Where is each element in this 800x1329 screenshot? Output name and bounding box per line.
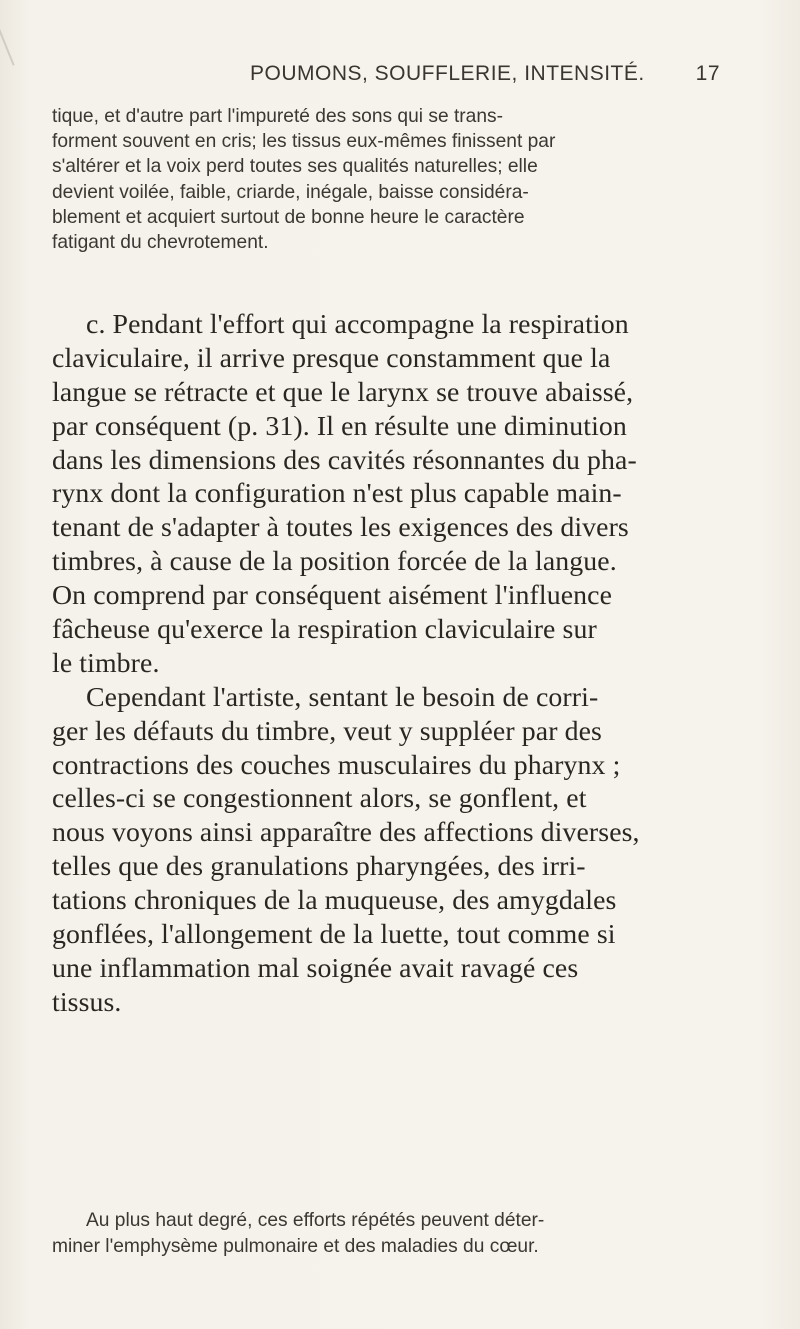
- text-line: fatigant du chevrotement.: [52, 231, 269, 253]
- text-line: une inflammation mal soignée avait ravagé ces: [52, 952, 579, 984]
- text-line: fâcheuse qu'exerce la respiration claviculaire sur: [52, 614, 597, 646]
- text-line: tissus.: [52, 986, 122, 1018]
- text-line: celles-ci se congestionnent alors, se gonflent, et: [52, 783, 587, 815]
- running-header: [250, 62, 720, 92]
- text-line: Cependant l'artiste, sentant le besoin de corri-: [86, 681, 599, 713]
- text-line: langue se rétracte et que le larynx se trouve abaissé,: [52, 376, 634, 408]
- text-line: On comprend par conséquent aisément l'influence: [52, 580, 613, 612]
- text-line: blement et acquiert surtout de bonne heure le caractère: [52, 206, 525, 228]
- text-line: ger les défauts du timbre, veut y suppléer par des: [52, 715, 602, 747]
- text-line: tations chroniques de la muqueuse, des amygdales: [52, 885, 617, 917]
- header-title: POUMONS, SOUFFLERIE, INTENSITÉ.: [250, 62, 645, 85]
- text-line: nous voyons ainsi apparaître des affections diverses,: [52, 817, 640, 849]
- text-line: telles que des granulations pharyngées, des irri-: [52, 851, 586, 883]
- text-line: miner l'emphysème pulmonaire et des maladies du cœur.: [52, 1235, 539, 1257]
- text-line: Au plus haut degré, ces efforts répétés peuvent déter-: [86, 1210, 545, 1231]
- text-line: par conséquent (p. 31). Il en résulte une diminution: [52, 410, 627, 442]
- text-line: s'altérer et la voix perd toutes ses qualités naturelles; elle: [52, 156, 538, 178]
- text-line: devient voilée, faible, criarde, inégale, baisse considéra-: [52, 181, 529, 203]
- text-line: tenant de s'adapter à toutes les exigences des divers: [52, 512, 629, 544]
- text-line: dans les dimensions des cavités résonnantes du pha-: [52, 444, 637, 476]
- text-line: claviculaire, il arrive presque constamment que la: [52, 342, 611, 374]
- text-line: forment souvent en cris; les tissus eux-mêmes finissent par: [52, 131, 556, 153]
- text-line: contractions des couches musculaires du pharynx ;: [52, 749, 621, 781]
- text-line: rynx dont la configuration n'est plus capable main-: [52, 478, 622, 510]
- text-line: gonflées, l'allongement de la luette, tout comme si: [52, 919, 616, 951]
- closing-note: [52, 1208, 740, 1259]
- text-line: le timbre.: [52, 647, 160, 679]
- page-number: 17: [695, 62, 720, 85]
- paragraph-continuation: [52, 104, 740, 255]
- text-line: c. Pendant l'effort qui accompagne la respiration: [86, 309, 629, 340]
- text-line: tique, et d'autre part l'impureté des sons qui se trans-: [52, 106, 504, 127]
- text-line: timbres, à cause de la position forcée de la langue.: [52, 546, 617, 578]
- page-edge-mark: [0, 0, 52, 66]
- section-c-paragraph: [52, 308, 740, 1020]
